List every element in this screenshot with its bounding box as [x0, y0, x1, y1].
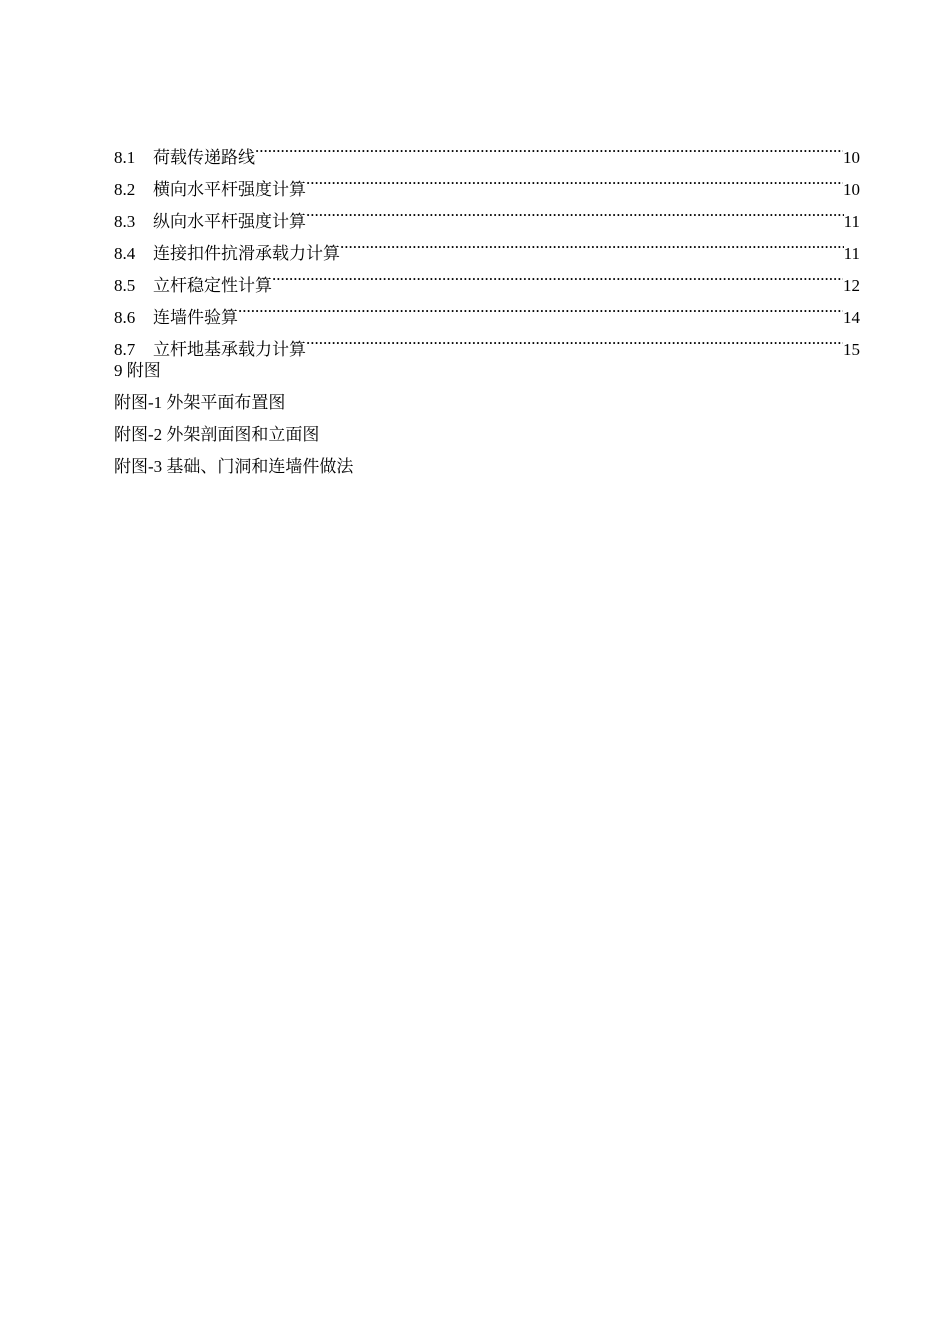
toc-dot-leader — [238, 291, 843, 323]
toc-entry-title: 立杆地基承载力计算 — [153, 340, 306, 359]
toc-entry-8-1[interactable] — [114, 131, 860, 167]
toc-appendix-item-1[interactable]: 附图-1 外架平面布置图 — [114, 393, 286, 412]
toc-entry-title: 立杆稳定性计算 — [153, 276, 272, 295]
toc-dot-leader — [306, 163, 843, 195]
toc-entry-page: 10 — [843, 148, 860, 167]
toc-entry-number: 8.1 — [114, 148, 136, 167]
toc-dot-leader — [306, 323, 843, 355]
toc-heading-appendix[interactable]: 9 附图 — [114, 361, 161, 380]
toc-entry-page: 14 — [843, 308, 860, 327]
toc-entry-page: 15 — [843, 340, 860, 359]
toc-appendix-item-2[interactable]: 附图-2 外架剖面图和立面图 — [114, 425, 320, 444]
toc-entry-title: 连墙件验算 — [153, 308, 238, 327]
toc-entry-title: 纵向水平杆强度计算 — [153, 212, 306, 231]
toc-entry-number: 8.4 — [114, 244, 136, 263]
toc-entry-number: 8.7 — [114, 340, 136, 359]
toc-entry-number: 8.3 — [114, 212, 136, 231]
toc-entry-page: 11 — [843, 212, 860, 231]
toc-entry-number: 8.2 — [114, 180, 136, 199]
toc-entry-page: 11 — [843, 244, 860, 263]
toc-dot-leader — [340, 227, 844, 259]
toc-entry-number: 8.5 — [114, 276, 136, 295]
toc-dot-leader — [306, 195, 844, 227]
toc-appendix-item-3[interactable]: 附图-3 基础、门洞和连墙件做法 — [114, 457, 354, 476]
toc-entry-page: 12 — [843, 276, 860, 295]
table-of-contents — [114, 131, 860, 483]
toc-entry-title: 连接扣件抗滑承载力计算 — [153, 244, 340, 263]
toc-entry-title: 横向水平杆强度计算 — [153, 180, 306, 199]
toc-dot-leader — [255, 131, 843, 163]
toc-entry-title: 荷载传递路线 — [153, 148, 255, 167]
toc-dot-leader — [272, 259, 843, 291]
toc-entry-number: 8.6 — [114, 308, 136, 327]
toc-entry-page: 10 — [843, 180, 860, 199]
